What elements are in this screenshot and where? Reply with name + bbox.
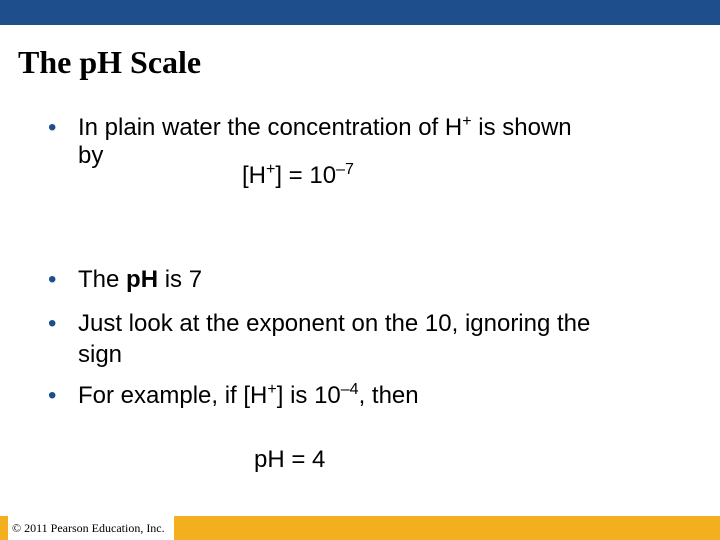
bullet-2-text: The pH is 7	[78, 266, 203, 293]
bullet-1-line-2: by	[78, 142, 104, 169]
bullet-3-line-2: sign	[78, 341, 123, 368]
bullet-marker-2: •	[48, 266, 57, 293]
equation-h-concentration: $[H^+] = 10^{-7}$	[242, 161, 354, 189]
equation-ph-result: pH = 4	[254, 446, 326, 473]
bullet-3-line-1: Just look at the exponent on the 10, ignoring the	[78, 310, 591, 337]
copyright-text: © 2011 Pearson Education, Inc.	[12, 521, 165, 535]
bullet-marker-1: •	[48, 114, 57, 141]
bullet-marker-4: •	[48, 382, 57, 409]
bullet-marker-3: •	[48, 310, 57, 337]
bullet-1-line-1: In plain water the concentration of H+ is shown	[78, 113, 572, 141]
bullet-4-text: For example, if [H+] is $10^{-4}$, then	[78, 381, 419, 409]
title-rule	[0, 24, 720, 25]
top-bar	[0, 0, 720, 24]
slide-title: The pH Scale	[18, 44, 202, 80]
